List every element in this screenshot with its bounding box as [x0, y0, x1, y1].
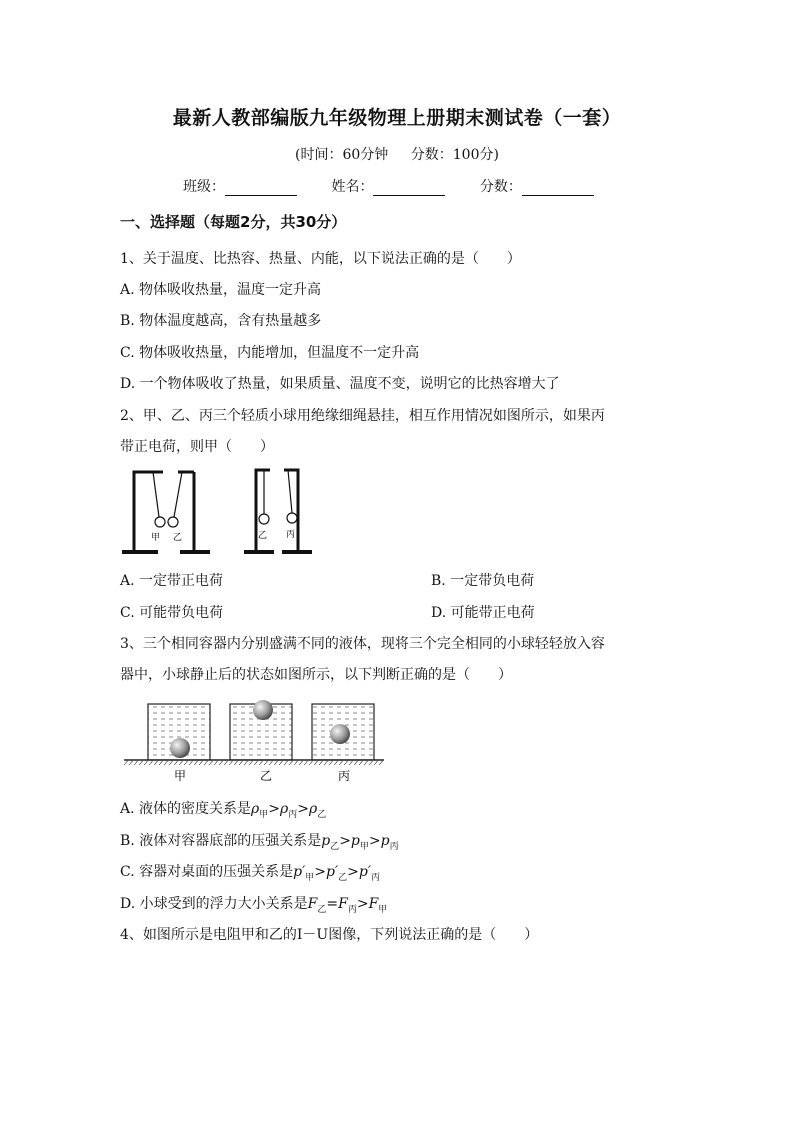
name-label: 姓名： [331, 179, 374, 195]
q1-option-d: D. 一个物体吸收了热量，如果质量、温度不变，说明它的比热容增大了 [120, 376, 560, 392]
q2-string-jia [153, 472, 159, 517]
q2-label-bing: 丙 [286, 530, 296, 540]
name-field[interactable] [331, 176, 445, 196]
q3-option-b [120, 830, 399, 852]
student-fields [183, 176, 624, 196]
q3-ball-bing [330, 724, 350, 744]
q3-c-sub1: 甲 [305, 872, 315, 883]
q2-option-c: C. 可能带负电荷 [120, 605, 224, 621]
q3-c-op2: > [347, 864, 359, 880]
q2-stem-line1: 2、甲、乙、丙三个轻质小球用绝缘细绳悬挂，相互作用情况如图所示，如果丙 [120, 408, 605, 424]
q3-stem-line2: 器中，小球静止后的状态如图所示，以下判断正确的是（ ） [120, 667, 512, 683]
q3-option-a [120, 798, 326, 820]
q3-a-sym3: ρ [308, 801, 318, 817]
q2-option-d: D. 可能带正电荷 [431, 605, 535, 621]
q2-figure [118, 464, 338, 560]
exam-time: (时间：60分钟 [295, 147, 389, 163]
score-field[interactable] [480, 176, 594, 196]
q3-d-sym2: F [338, 896, 348, 912]
q3-a-sub3: 乙 [317, 809, 327, 820]
q2-ball-yi-2 [259, 514, 269, 524]
q3-d-sub1: 乙 [317, 904, 327, 915]
q2-ball-bing [287, 513, 297, 523]
q3-label-bing: 丙 [338, 769, 351, 783]
q3-a-sym1: ρ [251, 801, 260, 817]
q3-option-d [120, 893, 387, 915]
q3-d-sub3: 甲 [378, 904, 388, 915]
q3-b-op1: > [339, 833, 351, 849]
q3-d-sym3: F [368, 896, 379, 912]
q3-c-op1: > [314, 864, 327, 880]
q1-stem: 1、关于温度、比热容、热量、内能，以下说法正确的是（ ） [120, 251, 521, 267]
q3-c-sub3: 丙 [371, 872, 381, 883]
q3-a-op2: > [297, 801, 309, 817]
q3-a-op1: > [268, 801, 280, 817]
q3-d-op1: = [326, 896, 339, 912]
q3-table-hatch [124, 760, 384, 765]
q3-d-sub2: 丙 [347, 904, 357, 915]
q3-a-sym2: ρ [280, 801, 289, 817]
class-field[interactable] [183, 176, 297, 196]
class-blank[interactable] [225, 181, 297, 196]
q3-label-yi: 乙 [260, 769, 273, 783]
q2-ball-jia [155, 517, 165, 527]
q3-c-sym1: p′ [293, 864, 306, 880]
q2-label-jia: 甲 [151, 533, 161, 543]
q1-option-c: C. 物体吸收热量，内能增加，但温度不一定升高 [120, 345, 420, 361]
name-blank[interactable] [373, 181, 445, 196]
q3-option-b-text: B. 液体对容器底部的压强关系是 [120, 833, 322, 849]
q3-d-op2: > [356, 896, 369, 912]
q2-option-a: A. 一定带正电荷 [120, 573, 224, 589]
exam-info [0, 144, 794, 164]
q3-ball-jia [170, 738, 190, 758]
q3-b-sub3: 丙 [389, 841, 399, 852]
q3-ball-yi [253, 700, 273, 720]
q3-figure [120, 692, 386, 786]
q3-option-d-text: D. 小球受到的浮力大小关系是 [120, 896, 308, 912]
q2-stem-line2: 带正电荷，则甲（ ） [120, 439, 274, 455]
q3-c-sub2: 乙 [338, 872, 348, 883]
q3-b-sym3: p [380, 833, 390, 849]
q1-option-a: A. 物体吸收热量，温度一定升高 [120, 282, 322, 298]
exam-score: 分数：100分) [410, 147, 499, 163]
q3-c-sym2: p′ [326, 864, 339, 880]
q3-option-c-text: C. 容器对桌面的压强关系是 [120, 864, 294, 880]
q2-label-yi: 乙 [173, 533, 183, 543]
q3-c-sym3: p′ [358, 864, 372, 880]
q3-stem-line1: 3、三个相同容器内分别盛满不同的液体，现将三个完全相同的小球轻轻放入容 [120, 636, 605, 652]
q2-string-yi [174, 472, 182, 517]
q2-string-bing [288, 470, 292, 513]
score-blank[interactable] [522, 181, 594, 196]
score-label: 分数： [479, 179, 522, 195]
q3-a-sub2: 丙 [288, 809, 298, 820]
q3-b-sub1: 乙 [330, 841, 340, 852]
q3-b-sym1: p [321, 833, 331, 849]
page-title: 最新人教部编版九年级物理上册期末测试卷（一套） [172, 107, 622, 129]
q3-option-c [120, 861, 380, 883]
class-label: 班级： [183, 179, 225, 195]
q3-b-sym2: p [350, 833, 360, 849]
q3-a-sub1: 甲 [259, 809, 269, 820]
q2-label-yi-2: 乙 [258, 531, 268, 541]
q3-label-jia: 甲 [174, 769, 187, 783]
q2-option-b: B. 一定带负电荷 [431, 573, 535, 589]
q3-b-op2: > [368, 833, 381, 849]
q1-option-b: B. 物体温度越高，含有热量越多 [120, 313, 322, 329]
section-heading: 一、选择题（每题2分，共30分） [120, 213, 347, 231]
q3-option-a-text: A. 液体的密度关系是 [120, 801, 252, 817]
q2-ball-yi [168, 517, 178, 527]
q3-b-sub2: 甲 [359, 841, 369, 852]
q4-stem: 4、如图所示是电阻甲和乙的I－U图像，下列说法正确的是（ ） [120, 927, 539, 943]
q3-d-sym1: F [307, 896, 318, 912]
